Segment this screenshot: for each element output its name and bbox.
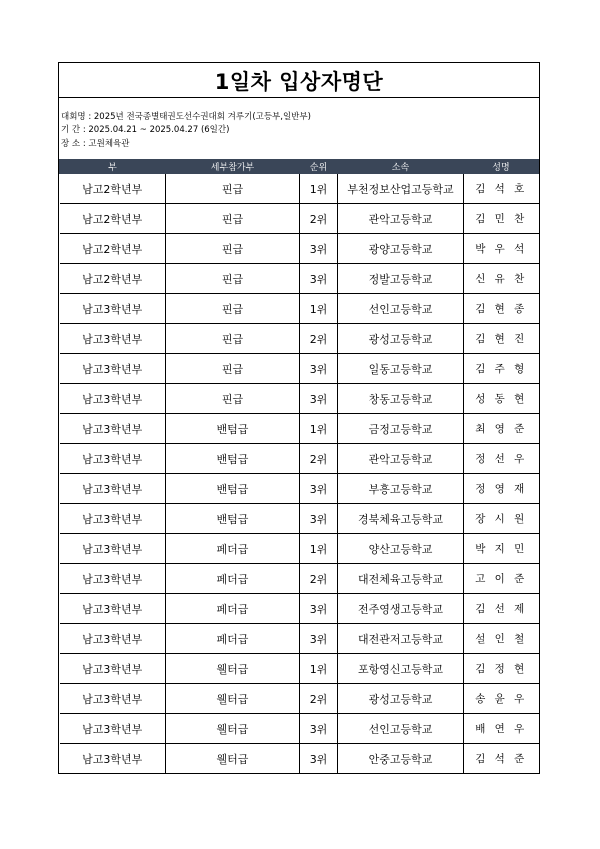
- table-row: [60, 174, 539, 204]
- table-row: [60, 594, 539, 624]
- winners-table: [59, 159, 539, 774]
- school-cell: 일동고등학교: [338, 354, 464, 384]
- rank-cell: 1위: [300, 414, 338, 444]
- table-row: [60, 504, 539, 534]
- school-cell: 광양고등학교: [338, 234, 464, 264]
- school-cell: 포항영신고등학교: [338, 654, 464, 684]
- weight-class-cell: 핀급: [166, 234, 300, 264]
- table-row: [60, 624, 539, 654]
- rank-cell: 2위: [300, 444, 338, 474]
- school-cell: 관악고등학교: [338, 444, 464, 474]
- division-cell: 남고2학년부: [60, 234, 166, 264]
- division-cell: 남고3학년부: [60, 414, 166, 444]
- division-cell: 남고3학년부: [60, 594, 166, 624]
- table-row: [60, 384, 539, 414]
- event-name-line: 대회명 : 2025년 전국종별태권도선수권대회 겨루기(고등부,일반부): [61, 112, 311, 122]
- school-cell: 경북체육고등학교: [338, 504, 464, 534]
- table-row: [60, 564, 539, 594]
- weight-class-cell: 밴텀급: [166, 474, 300, 504]
- school-cell: 대전관저고등학교: [338, 624, 464, 654]
- rank-cell: 2위: [300, 684, 338, 714]
- rank-cell: 3위: [300, 594, 338, 624]
- weight-class-cell: 핀급: [166, 384, 300, 414]
- school-cell: 광성고등학교: [338, 684, 464, 714]
- division-cell: 남고3학년부: [60, 624, 166, 654]
- column-header-rank: 순위: [300, 160, 338, 174]
- school-cell: 금정고등학교: [338, 414, 464, 444]
- division-cell: 남고3학년부: [60, 654, 166, 684]
- division-cell: 남고3학년부: [60, 504, 166, 534]
- division-cell: 남고3학년부: [60, 444, 166, 474]
- school-cell: 대전체육고등학교: [338, 564, 464, 594]
- table-row: [60, 444, 539, 474]
- athlete-name-cell: 신 유 찬: [464, 264, 539, 294]
- division-cell: 남고3학년부: [60, 744, 166, 774]
- weight-class-cell: 밴텀급: [166, 504, 300, 534]
- athlete-name-cell: 정 선 우: [464, 444, 539, 474]
- table-row: [60, 534, 539, 564]
- table-row: [60, 294, 539, 324]
- division-cell: 남고2학년부: [60, 264, 166, 294]
- rank-cell: 1위: [300, 174, 338, 204]
- rank-cell: 3위: [300, 624, 338, 654]
- column-header-school: 소속: [338, 160, 464, 174]
- athlete-name-cell: 김 현 진: [464, 324, 539, 354]
- athlete-name-cell: 성 동 현: [464, 384, 539, 414]
- school-cell: 양산고등학교: [338, 534, 464, 564]
- athlete-name-cell: 김 석 준: [464, 744, 539, 774]
- table-row: [60, 654, 539, 684]
- rank-cell: 2위: [300, 324, 338, 354]
- weight-class-cell: 웰터급: [166, 654, 300, 684]
- venue-line: 장 소 : 고원체육관: [61, 139, 130, 149]
- division-cell: 남고3학년부: [60, 324, 166, 354]
- rank-cell: 3위: [300, 234, 338, 264]
- athlete-name-cell: 박 우 석: [464, 234, 539, 264]
- athlete-name-cell: 김 민 찬: [464, 204, 539, 234]
- column-header-division: 부: [60, 160, 166, 174]
- athlete-name-cell: 송 윤 우: [464, 684, 539, 714]
- rank-cell: 3위: [300, 354, 338, 384]
- table-row: [60, 744, 539, 774]
- column-header-weight-class: 세부참가부: [166, 160, 300, 174]
- athlete-name-cell: 김 선 제: [464, 594, 539, 624]
- division-cell: 남고2학년부: [60, 174, 166, 204]
- weight-class-cell: 페더급: [166, 624, 300, 654]
- school-cell: 안중고등학교: [338, 744, 464, 774]
- athlete-name-cell: 최 영 준: [464, 414, 539, 444]
- rank-cell: 3위: [300, 384, 338, 414]
- athlete-name-cell: 설 인 철: [464, 624, 539, 654]
- weight-class-cell: 핀급: [166, 294, 300, 324]
- school-cell: 전주영생고등학교: [338, 594, 464, 624]
- weight-class-cell: 페더급: [166, 564, 300, 594]
- division-cell: 남고3학년부: [60, 684, 166, 714]
- table-row: [60, 234, 539, 264]
- school-cell: 정발고등학교: [338, 264, 464, 294]
- table-row: [60, 204, 539, 234]
- document-frame: [58, 62, 540, 774]
- page-title: 1일차 입상자명단: [214, 70, 384, 94]
- school-cell: 선인고등학교: [338, 714, 464, 744]
- table-row: [60, 354, 539, 384]
- athlete-name-cell: 배 연 우: [464, 714, 539, 744]
- weight-class-cell: 핀급: [166, 264, 300, 294]
- weight-class-cell: 밴텀급: [166, 414, 300, 444]
- weight-class-cell: 핀급: [166, 174, 300, 204]
- athlete-name-cell: 김 현 종: [464, 294, 539, 324]
- weight-class-cell: 웰터급: [166, 714, 300, 744]
- school-cell: 관악고등학교: [338, 204, 464, 234]
- division-cell: 남고3학년부: [60, 564, 166, 594]
- athlete-name-cell: 김 석 호: [464, 174, 539, 204]
- table-row: [60, 684, 539, 714]
- rank-cell: 3위: [300, 504, 338, 534]
- division-cell: 남고3학년부: [60, 474, 166, 504]
- table-row: [60, 264, 539, 294]
- weight-class-cell: 페더급: [166, 594, 300, 624]
- school-cell: 창동고등학교: [338, 384, 464, 414]
- division-cell: 남고3학년부: [60, 384, 166, 414]
- rank-cell: 3위: [300, 744, 338, 774]
- rank-cell: 3위: [300, 264, 338, 294]
- weight-class-cell: 핀급: [166, 204, 300, 234]
- table-header-row: [60, 160, 539, 174]
- table-row: [60, 474, 539, 504]
- athlete-name-cell: 정 영 재: [464, 474, 539, 504]
- weight-class-cell: 핀급: [166, 324, 300, 354]
- table-row: [60, 714, 539, 744]
- rank-cell: 1위: [300, 654, 338, 684]
- division-cell: 남고3학년부: [60, 534, 166, 564]
- division-cell: 남고3학년부: [60, 354, 166, 384]
- rank-cell: 3위: [300, 714, 338, 744]
- column-header-name: 성명: [464, 160, 539, 174]
- weight-class-cell: 웰터급: [166, 684, 300, 714]
- rank-cell: 1위: [300, 294, 338, 324]
- school-cell: 선인고등학교: [338, 294, 464, 324]
- athlete-name-cell: 장 시 원: [464, 504, 539, 534]
- table-row: [60, 414, 539, 444]
- athlete-name-cell: 김 정 현: [464, 654, 539, 684]
- table-row: [60, 324, 539, 354]
- school-cell: 광성고등학교: [338, 324, 464, 354]
- title-divider: [59, 97, 539, 98]
- rank-cell: 2위: [300, 204, 338, 234]
- athlete-name-cell: 박 지 민: [464, 534, 539, 564]
- weight-class-cell: 밴텀급: [166, 444, 300, 474]
- weight-class-cell: 핀급: [166, 354, 300, 384]
- school-cell: 부흥고등학교: [338, 474, 464, 504]
- division-cell: 남고3학년부: [60, 714, 166, 744]
- division-cell: 남고3학년부: [60, 294, 166, 324]
- division-cell: 남고2학년부: [60, 204, 166, 234]
- period-line: 기 간 : 2025.04.21 ~ 2025.04.27 (6일간): [61, 125, 230, 135]
- school-cell: 부천정보산업고등학교: [338, 174, 464, 204]
- weight-class-cell: 페더급: [166, 534, 300, 564]
- athlete-name-cell: 김 주 형: [464, 354, 539, 384]
- rank-cell: 3위: [300, 474, 338, 504]
- rank-cell: 1위: [300, 534, 338, 564]
- athlete-name-cell: 고 이 준: [464, 564, 539, 594]
- rank-cell: 2위: [300, 564, 338, 594]
- weight-class-cell: 웰터급: [166, 744, 300, 774]
